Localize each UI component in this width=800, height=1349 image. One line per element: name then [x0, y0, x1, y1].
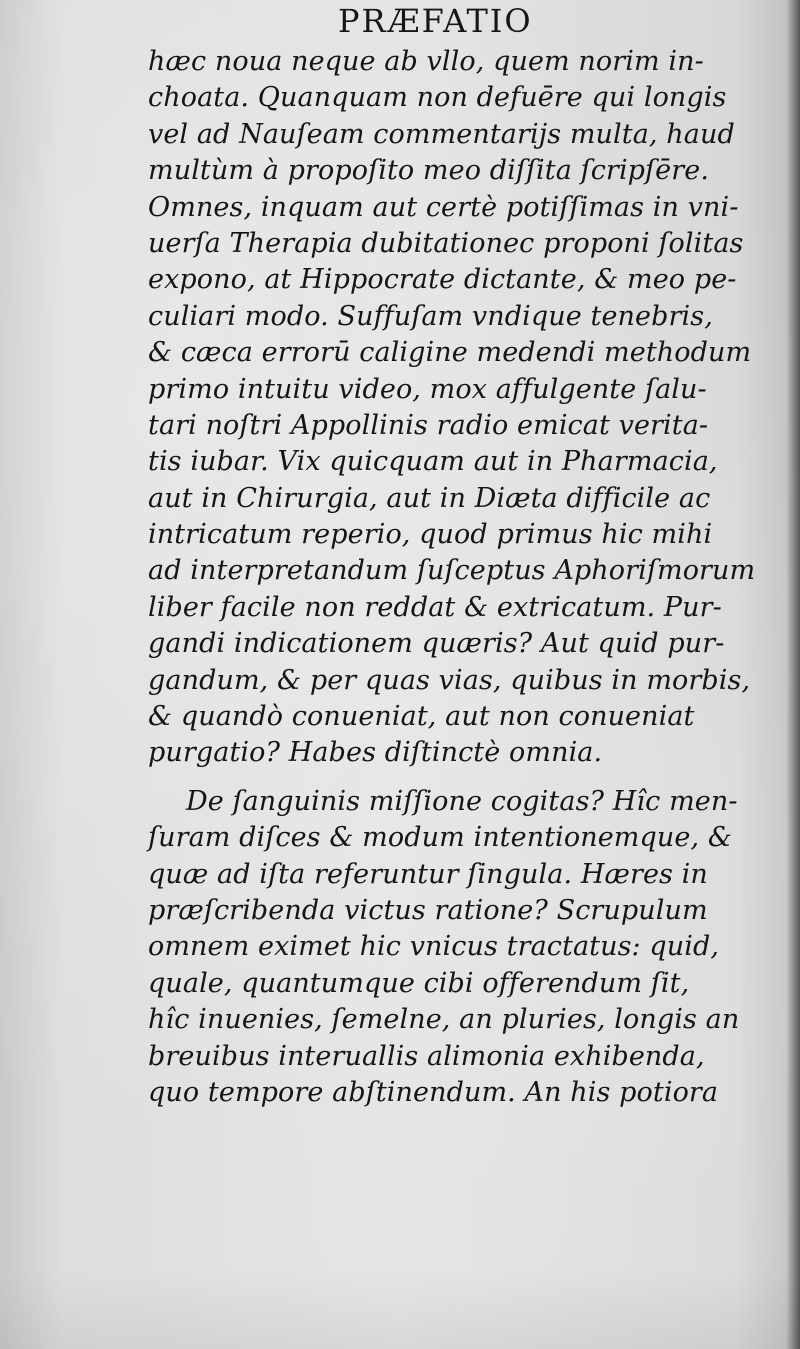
text-line: hæc noua neque ab vllo, quem norim in- — [148, 46, 704, 77]
text-line: aut in Chirurgia, aut in Diæta difficile ac — [148, 482, 711, 514]
text-line: uerſa Therapia dubitationec proponi ſolitas — [148, 227, 744, 259]
text-line: ad interpretandum ſuſceptus Aphoriſmorum — [148, 555, 756, 587]
running-head: PRÆFATIO — [338, 2, 533, 40]
text-line: expono, at Hippocrate dictante, & meo pe- — [148, 264, 737, 296]
text-line: omnem eximet hic vnicus tractatus: quid, — [148, 931, 720, 963]
text-line: tis iubar. Vix quicquam aut in Pharmacia, — [148, 446, 718, 478]
text-line: choata. Quanquam non defuēre qui longis — [148, 82, 727, 114]
text-line: quo tempore abſtinendum. An his potiora — [148, 1076, 719, 1108]
text-line: culiari modo. Suffuſam vndique tenebris, — [148, 300, 713, 332]
text-line: tari noſtri Appollinis radio emicat verita- — [148, 409, 709, 441]
text-line: gandi indicationem quæris? Aut quid pur- — [148, 628, 725, 660]
text-line: & cæca errorū caligine medendi methodum — [148, 337, 752, 369]
text-line: hîc inuenies, ſemelne, an pluries, longis an — [148, 1004, 740, 1036]
text-line: & quandò conueniat, aut non conueniat — [148, 701, 695, 733]
text-line: præſcribenda victus ratione? Scrupulum — [148, 894, 708, 926]
text-line: Omnes, inquam aut certè potiſſimas in vni- — [148, 191, 739, 223]
text-line: gandum, & per quas vias, quibus in morbis, — [148, 664, 751, 696]
paragraph-gap — [148, 772, 770, 784]
text-line: breuibus interuallis alimonia exhibenda, — [148, 1040, 705, 1072]
page-bottom-shade — [0, 1269, 800, 1349]
text-line: De ſanguinis miſſione cogitas? Hîc men- — [186, 785, 738, 817]
text-line: intricatum reperio, quod primus hic mihi — [148, 519, 713, 551]
text-line: primo intuitu video, mox affulgente ſalu- — [148, 373, 707, 405]
text-line: quale, quantumque cibi offerendum ſit, — [148, 967, 690, 999]
text-line: liber facile non reddat & extricatum. Pur- — [148, 591, 722, 623]
text-line: vel ad Nauſeam commentarijs multa, haud — [148, 118, 735, 150]
text-line: quæ ad iſta referuntur ſingula. Hæres in — [148, 858, 708, 890]
page-edge-shadow — [786, 0, 800, 1349]
text-line: ſuram diſces & modum intentionemque, & — [148, 822, 732, 854]
paragraph-1 — [148, 44, 770, 772]
body-text — [148, 44, 770, 1111]
paragraph-2 — [148, 784, 770, 1112]
text-line: purgatio? Habes diſtinctè omnia. — [148, 737, 603, 769]
text-line: multùm à propoſito meo diſſita ſcripſēre. — [148, 155, 710, 187]
